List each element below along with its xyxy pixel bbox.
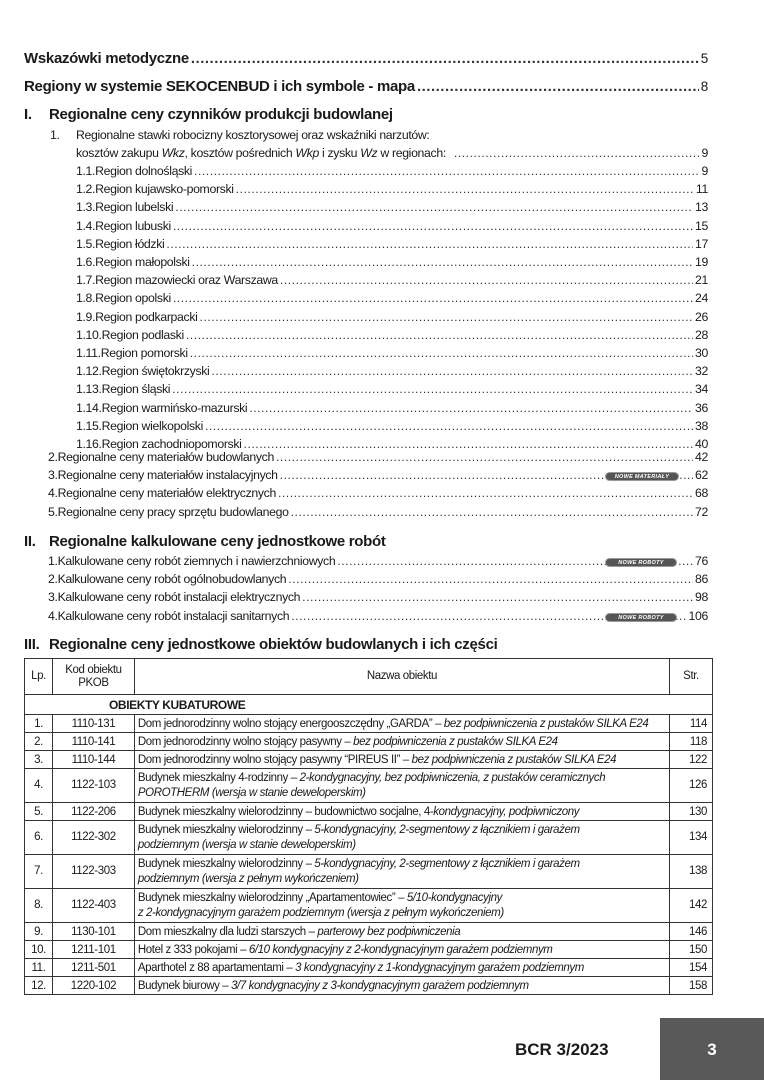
cell-lp: 12.: [25, 977, 53, 995]
item-label: Region podlaski: [101, 327, 184, 342]
table-row[interactable]: [25, 733, 713, 751]
object-description: – bez podpiwniczenia z pustaków SILKA E24: [400, 753, 617, 766]
cell-lp: 6.: [25, 821, 53, 855]
table-row[interactable]: [25, 889, 713, 923]
object-description: 3 kondygnacyjny z 1-kondygnacyjnym garażem podziemnym: [295, 961, 584, 974]
item-label: Kalkulowane ceny robót instalacji sanitarnych: [57, 608, 290, 623]
cell-name: [134, 923, 669, 941]
symbol-wz: Wz: [360, 146, 378, 160]
item-number: 1.1.: [76, 164, 96, 178]
toc-page-number: 13: [695, 200, 708, 215]
item-label: Kalkulowane ceny robót ziemnych i nawierzchniowych: [57, 554, 336, 568]
item-label: Region zachodniopomorski: [101, 437, 242, 451]
dot-leader: [194, 164, 699, 178]
toc-label: Wskazówki metodyczne: [24, 50, 189, 67]
item-number: 4.: [48, 608, 58, 623]
section-number: III.: [24, 636, 40, 653]
item-number: 1.: [50, 128, 60, 142]
toc-page-number: 26: [695, 309, 708, 324]
item-label: Kalkulowane ceny robót instalacji elektrycznych: [57, 590, 301, 605]
cell-page: 150: [670, 941, 713, 959]
cell-lp: 2.: [25, 733, 53, 751]
cell-name: [134, 733, 669, 751]
cell-page: 130: [670, 803, 713, 821]
object-name: Budynek mieszkalny wielorodzinny – budownictwo socjalne, 4-: [137, 805, 434, 818]
object-name: Aparthotel z 88 apartamentami –: [137, 961, 296, 974]
cell-lp: 5.: [25, 803, 53, 821]
toc-page-number: 72: [695, 504, 708, 519]
item-number: 1.2.: [76, 182, 96, 197]
toc-entry-regiony-mapa[interactable]: [24, 78, 708, 95]
cell-lp: 10.: [25, 941, 53, 959]
header-str: Str.: [670, 659, 713, 695]
item-number: 1.7.: [76, 273, 96, 288]
dot-leader: [291, 505, 693, 519]
item-number: 1.6.: [76, 255, 96, 269]
dot-leader: [205, 419, 693, 433]
object-name: Hotel z 333 pokojami –: [137, 943, 249, 956]
item-label: Kalkulowane ceny robót ogólnobudowlanych: [57, 572, 287, 587]
object-name: Budynek mieszkalny wielorodzinny –: [137, 823, 315, 836]
toc-region-item[interactable]: [24, 382, 708, 396]
cell-page: 158: [670, 977, 713, 995]
cell-page: 122: [670, 751, 713, 769]
item-number: 5.: [48, 504, 58, 519]
section-heading-2: [24, 533, 386, 550]
toc-region-item[interactable]: [24, 182, 708, 196]
cell-kod: 1122-303: [52, 855, 134, 889]
item-label: Region lubuski: [95, 218, 171, 233]
item-label-continued: [76, 146, 446, 160]
object-description: 5-kondygnacyjny, 2-segmentowy z łącznikiem i garażem: [314, 823, 580, 836]
cell-kod: 1122-103: [52, 769, 134, 803]
item-number: 2.: [48, 450, 58, 464]
dot-leader: [173, 219, 693, 233]
toc-item[interactable]: [24, 450, 708, 464]
toc-region-item[interactable]: [24, 273, 708, 287]
object-name: Dom mieszkalny dla ludzi starszych –: [137, 925, 318, 938]
table-header-row: [25, 659, 713, 695]
cell-page: 146: [670, 923, 713, 941]
object-description: – 5/10-kondygnacyjny: [395, 891, 502, 904]
toc-page-number: 106: [688, 608, 708, 623]
category-label: OBIEKTY KUBATUROWE: [25, 695, 713, 715]
cell-page: 142: [670, 889, 713, 923]
dot-leader: [200, 310, 693, 324]
object-description-line2: z 2-kondygnacyjnym garażem podziemnym (wersja z pełnym wykończeniem): [137, 906, 504, 919]
toc-region-item[interactable]: [24, 237, 708, 251]
toc-label: Regiony w systemie SEKOCENBUD i ich symbole - mapa: [24, 78, 415, 95]
toc-region-item[interactable]: [24, 328, 708, 342]
dot-leader: [172, 382, 693, 396]
table-row[interactable]: [25, 715, 713, 733]
table-row[interactable]: [25, 821, 713, 855]
toc-item-stawki-line2[interactable]: [76, 146, 708, 160]
toc-page-number: 76: [695, 554, 708, 568]
item-number: 1.16.: [76, 437, 102, 451]
toc-page-number: 32: [695, 364, 708, 379]
cell-kod: 1220-102: [52, 977, 134, 995]
cell-name: [134, 751, 669, 769]
cell-page: 114: [670, 715, 713, 733]
toc-page-number: 34: [695, 382, 708, 397]
item-number: 1.8.: [76, 291, 96, 306]
item-label: Region dolnośląski: [95, 164, 193, 178]
item-label: Region opolski: [95, 291, 171, 306]
object-description: 5-kondygnacyjny, 2-segmentowy z łącznikiem i garażem: [314, 857, 580, 870]
objects-table: [24, 658, 713, 995]
item-number: 1.3.: [76, 200, 96, 215]
dot-leader: [211, 364, 693, 378]
item-number: 3.: [48, 590, 58, 605]
item-number: 1.10.: [76, 327, 102, 342]
dot-leader: [166, 237, 693, 251]
cell-lp: 11.: [25, 959, 53, 977]
toc-page-number: 68: [695, 486, 708, 501]
object-description: 2-kondygnacyjny, bez podpiwniczenia, z pustaków ceramicznych: [299, 771, 606, 784]
header-lp: Lp.: [25, 659, 53, 695]
cell-kod: 1110-141: [52, 733, 134, 751]
toc-page-number: 8: [700, 79, 708, 94]
cell-name: [134, 855, 669, 889]
item-label: Region śląski: [101, 382, 171, 397]
item-label: Region łódzki: [95, 236, 165, 251]
cell-lp: 4.: [25, 769, 53, 803]
text-part: w regionach:: [377, 146, 446, 160]
dot-leader: [173, 291, 693, 305]
toc-page-number: 30: [695, 346, 708, 360]
item-number: 1.13.: [76, 382, 102, 397]
toc-page-number: 11: [695, 182, 708, 197]
item-label: Regionalne ceny materiałów budowlanych: [57, 450, 274, 464]
item-number: 1.12.: [76, 364, 102, 379]
object-name: Budynek mieszkalny wielorodzinny –: [137, 857, 315, 870]
dot-leader: [190, 346, 693, 360]
dot-leader: [249, 401, 693, 415]
toc-page-number: 17: [695, 236, 708, 251]
toc-page-number: 86: [695, 572, 708, 587]
dot-leader: [288, 572, 693, 586]
toc-region-item[interactable]: [24, 419, 708, 433]
object-name: Dom jednorodzinny wolno stojący pasywny “PIREUS II”: [137, 753, 400, 766]
cell-page: 134: [670, 821, 713, 855]
symbol-wkz: Wkz: [161, 146, 185, 160]
cell-name: [134, 889, 669, 923]
cell-kod: 1122-302: [52, 821, 134, 855]
dot-leader: [417, 78, 699, 95]
cell-name: [134, 821, 669, 855]
item-number: 1.4.: [76, 218, 96, 233]
object-description: kondygnacyjny, podpiwniczony: [433, 805, 580, 818]
item-number: 3.: [48, 468, 58, 483]
symbol-wkp: Wkp: [295, 146, 319, 160]
table-row[interactable]: [25, 803, 713, 821]
header-kod: [52, 659, 134, 695]
header-name: Nazwa obiektu: [134, 659, 669, 695]
object-name: Budynek mieszkalny wielorodzinny „Apartamentowiec”: [137, 891, 396, 904]
dot-leader: [175, 200, 693, 214]
cell-name: [134, 715, 669, 733]
cell-name: [134, 959, 669, 977]
item-number: 1.11.: [76, 346, 101, 360]
toc-region-item[interactable]: [24, 200, 708, 214]
toc-item[interactable]: [24, 590, 708, 604]
dot-leader: [244, 437, 693, 451]
table-row[interactable]: [25, 923, 713, 941]
cell-name: [134, 803, 669, 821]
toc-entry-wskazowki[interactable]: [24, 50, 708, 67]
item-label: Region pomorski: [100, 346, 188, 360]
toc-region-item[interactable]: [24, 401, 708, 415]
item-label: Regionalne stawki robocizny kosztorysowej oraz wskaźniki narzutów:: [76, 128, 430, 142]
dot-leader: [191, 50, 699, 67]
section-title: Regionalne ceny czynników produkcji budowlanej: [49, 106, 393, 123]
cell-kod: 1211-501: [52, 959, 134, 977]
section-title: Regionalne ceny jednostkowe obiektów budowlanych i ich części: [49, 636, 498, 653]
cell-name: [134, 941, 669, 959]
object-name: Dom jednorodzinny wolno stojący energooszczędny „GARDA”: [137, 717, 433, 730]
object-description: parterowy bez podpiwniczenia: [317, 925, 461, 938]
item-label: Region podkarpacki: [95, 309, 198, 324]
toc-item[interactable]: [24, 505, 708, 519]
object-description-line2: podziemnym (wersja z pełnym wykończeniem): [137, 872, 359, 885]
item-label: Region wielkopolski: [101, 418, 203, 433]
text-part: , kosztów pośrednich: [184, 146, 296, 160]
toc-page-number: 38: [695, 418, 708, 433]
cell-name: [134, 977, 669, 995]
cell-lp: 8.: [25, 889, 53, 923]
object-description: 3/7 kondygnacyjny z 3-kondygnacyjnym garażem podziemnym: [231, 979, 529, 992]
header-kod-line2: PKOB: [78, 676, 109, 689]
table-row[interactable]: [25, 977, 713, 995]
toc-page-number: 36: [695, 400, 708, 415]
object-description: – bez podpiwniczenia z pustaków SILKA E24: [341, 735, 558, 748]
toc-region-item[interactable]: [24, 255, 708, 269]
item-number: 1.9.: [76, 309, 96, 324]
cell-page: 126: [670, 769, 713, 803]
item-number: 4.: [48, 486, 58, 501]
table-row[interactable]: [25, 751, 713, 769]
object-description-line2: podziemnym (wersja w stanie deweloperskim): [137, 838, 356, 851]
cell-page: 154: [670, 959, 713, 977]
toc-region-item[interactable]: [24, 310, 708, 324]
item-label: Region małopolski: [95, 255, 190, 269]
cell-kod: 1122-206: [52, 803, 134, 821]
section-heading-1: [24, 106, 393, 123]
section-heading-3: [24, 636, 497, 653]
cell-kod: 1110-131: [52, 715, 134, 733]
cell-lp: 7.: [25, 855, 53, 889]
toc-region-item[interactable]: [24, 291, 708, 305]
toc-page-number: 5: [700, 51, 708, 66]
item-number: 2.: [48, 572, 58, 587]
item-label: Regionalne ceny materiałów instalacyjnych: [57, 468, 278, 483]
item-label: Regionalne ceny materiałów elektrycznych: [57, 486, 276, 501]
category-row: [25, 695, 713, 715]
item-number: 1.: [48, 554, 58, 568]
object-description: – bez podpiwniczenia z pustaków SILKA E24: [432, 717, 649, 730]
item-label: Region świętokrzyski: [101, 364, 210, 379]
toc-item-stawki-line1[interactable]: [50, 128, 429, 142]
item-number: 1.14.: [76, 400, 102, 415]
toc-page-number: 21: [695, 273, 708, 288]
table-row[interactable]: [25, 941, 713, 959]
cell-kod: 1110-144: [52, 751, 134, 769]
dot-leader: [192, 255, 693, 269]
toc-region-item[interactable]: [24, 164, 708, 178]
cell-page: 118: [670, 733, 713, 751]
cell-kod: 1211-101: [52, 941, 134, 959]
header-kod-line1: Kod obiektu: [65, 663, 122, 676]
toc-page-number: 40: [695, 437, 708, 451]
dot-leader: [236, 182, 694, 196]
table-row[interactable]: [25, 769, 713, 803]
item-label: Region kujawsko-pomorski: [95, 182, 234, 197]
cell-page: 138: [670, 855, 713, 889]
object-description-line2: POROTHERM (wersja w stanie deweloperskim): [137, 786, 366, 799]
section-title: Regionalne kalkulowane ceny jednostkowe robót: [49, 533, 386, 550]
object-name: Budynek biurowy –: [137, 979, 232, 992]
table-row[interactable]: [25, 855, 713, 889]
dot-leader: [280, 273, 693, 287]
toc-page-number: 42: [695, 450, 708, 464]
item-label: Region mazowiecki oraz Warszawa: [95, 273, 278, 288]
text-part: i zysku: [318, 146, 361, 160]
toc-region-item[interactable]: [24, 346, 708, 360]
dot-leader: [186, 328, 693, 342]
cell-kod: 1130-101: [52, 923, 134, 941]
table-row[interactable]: [25, 959, 713, 977]
item-label: Region warmińsko-mazurski: [101, 400, 248, 415]
footer-page-number: 3: [707, 1040, 717, 1059]
dot-leader: [454, 146, 700, 160]
toc-item[interactable]: [24, 572, 708, 586]
object-name: Budynek mieszkalny 4-rodzinny –: [137, 771, 300, 784]
toc-page-number: 15: [695, 218, 708, 233]
toc-region-item[interactable]: [24, 364, 708, 378]
footer-bar: [0, 1018, 764, 1080]
cell-lp: 1.: [25, 715, 53, 733]
section-number: I.: [24, 106, 32, 123]
item-number: 1.5.: [76, 236, 96, 251]
object-name: Dom jednorodzinny wolno stojący pasywny: [137, 735, 342, 748]
toc-item[interactable]: [24, 486, 708, 500]
cell-lp: 3.: [25, 751, 53, 769]
cell-kod: 1122-403: [52, 889, 134, 923]
toc-page-number: 24: [695, 291, 708, 306]
object-description: 6/10 kondygnacyjny z 2-kondygnacyjnym garażem podziemnym: [248, 943, 553, 956]
new-badge: NOWE MATERIAŁY: [605, 472, 679, 481]
item-number: 1.15.: [76, 418, 102, 433]
new-badge: NOWE ROBOTY: [605, 558, 677, 567]
toc-page-number: 28: [695, 327, 708, 342]
cell-lp: 9.: [25, 923, 53, 941]
toc-region-item[interactable]: [24, 437, 708, 451]
new-badge: NOWE ROBOTY: [605, 613, 677, 622]
toc-page-number: 98: [695, 590, 708, 605]
footer-title: BCR 3/2023: [515, 1040, 609, 1059]
dot-leader: [276, 450, 693, 464]
item-label: Region lubelski: [95, 200, 174, 215]
text-part: kosztów zakupu: [76, 146, 162, 160]
toc-page-number: 62: [695, 468, 708, 483]
section-number: II.: [24, 533, 36, 550]
dot-leader: [302, 590, 693, 604]
item-label: Regionalne ceny pracy sprzętu budowlanego: [57, 504, 289, 519]
toc-page-number: 9: [701, 164, 708, 178]
toc-page-number: 9: [701, 146, 708, 160]
dot-leader: [278, 486, 693, 500]
toc-region-item[interactable]: [24, 219, 708, 233]
cell-name: [134, 769, 669, 803]
toc-page-number: 19: [695, 255, 708, 269]
